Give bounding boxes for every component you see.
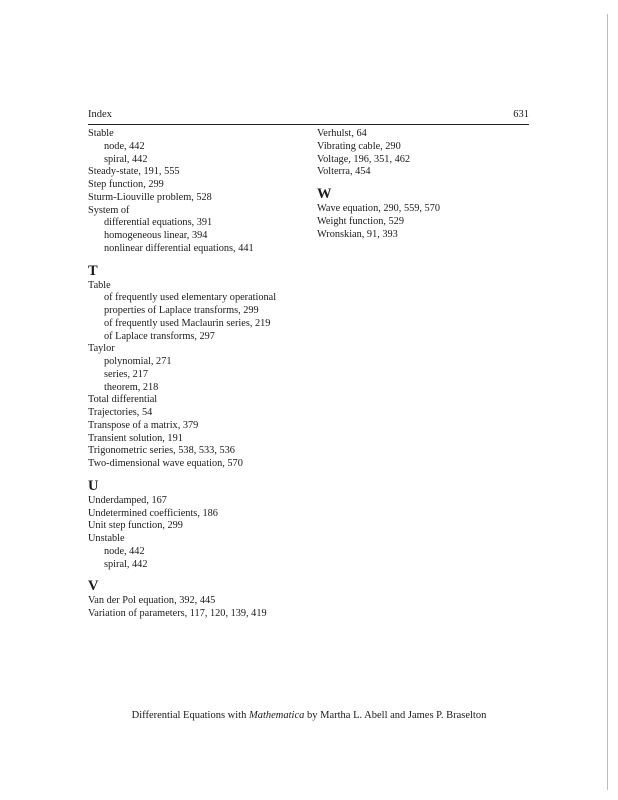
index-subentry: differential equations, 391 xyxy=(104,217,213,229)
index-subentry: spiral, 442 xyxy=(104,558,148,570)
index-entry: Total differential xyxy=(88,394,158,406)
index-entry: Wronskian, 91, 393 xyxy=(317,228,398,240)
section-letter: W xyxy=(317,186,332,202)
index-entry: Volterra, 454 xyxy=(317,166,371,178)
index-entry: Sturm-Liouville problem, 528 xyxy=(88,191,212,203)
index-column-left xyxy=(88,128,313,621)
section-letter: V xyxy=(88,578,99,595)
index-entry: Variation of parameters, 117, 120, 139, 419 xyxy=(88,608,267,619)
index-subentry: nonlinear differential equations, 441 xyxy=(104,242,254,254)
section-letter: T xyxy=(88,262,98,279)
page-edge-divider xyxy=(607,14,608,790)
index-subentry: properties of Laplace transforms, 299 xyxy=(104,305,259,316)
index-entry: Van der Pol equation, 392, 445 xyxy=(88,595,216,607)
index-subentry: theorem, 218 xyxy=(104,381,159,393)
index-subentry: node, 442 xyxy=(104,545,145,557)
index-subentry: series, 217 xyxy=(104,368,149,380)
index-subentry: homogeneous linear, 394 xyxy=(104,230,208,241)
footer-suffix: by Martha L. Abell and James P. Braselton xyxy=(304,710,487,721)
index-entry: Taylor xyxy=(88,343,115,355)
section-letter: U xyxy=(88,477,99,494)
index-column-right xyxy=(317,128,532,241)
index-entry: Transient solution, 191 xyxy=(88,432,183,444)
index-entry: Unstable xyxy=(88,533,125,544)
index-subentry: of Laplace transforms, 297 xyxy=(104,330,215,342)
index-entry: Vibrating cable, 290 xyxy=(317,140,401,152)
index-entry: Wave equation, 290, 559, 570 xyxy=(317,203,440,214)
index-entry: Two-dimensional wave equation, 570 xyxy=(88,458,243,469)
index-entry: System of xyxy=(88,204,130,216)
index-entry: Stable xyxy=(88,128,114,139)
index-subentry: of frequently used elementary operational xyxy=(104,292,277,304)
header-title: Index xyxy=(88,109,112,120)
footer-italic-title: Mathematica xyxy=(248,710,305,721)
index-subentry: of frequently used Maclaurin series, 219 xyxy=(104,317,271,329)
index-entry: Table xyxy=(88,279,111,291)
index-entry: Undetermined coefficients, 186 xyxy=(88,507,218,519)
index-subentry: spiral, 442 xyxy=(104,153,148,165)
index-entry: Weight function, 529 xyxy=(317,215,404,227)
index-subentry: node, 442 xyxy=(104,140,145,152)
running-header xyxy=(88,106,529,125)
index-entry: Trigonometric series, 538, 533, 536 xyxy=(88,445,235,457)
index-entry: Verhulst, 64 xyxy=(317,128,367,139)
index-entry: Trajectories, 54 xyxy=(88,407,153,418)
footer-prefix: Differential Equations with xyxy=(131,710,249,721)
index-entry: Step function, 299 xyxy=(88,179,164,190)
page-number: 631 xyxy=(513,109,529,120)
page-footer xyxy=(0,710,618,721)
index-entry: Transpose of a matrix, 379 xyxy=(88,419,199,431)
index-entry: Voltage, 196, 351, 462 xyxy=(317,153,411,165)
index-subentry: polynomial, 271 xyxy=(104,356,172,367)
index-entry: Unit step function, 299 xyxy=(88,520,183,532)
index-entry: Steady-state, 191, 555 xyxy=(88,166,180,178)
index-entry: Underdamped, 167 xyxy=(88,494,167,506)
